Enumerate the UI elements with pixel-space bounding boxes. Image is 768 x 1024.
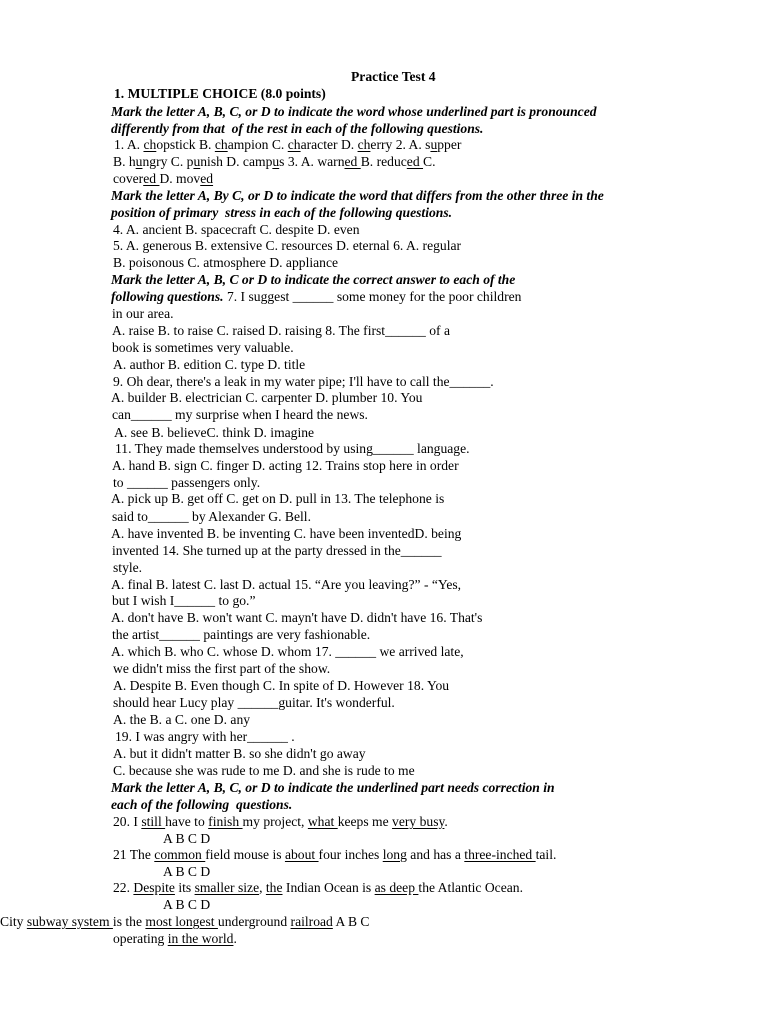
text-line — [112, 305, 174, 322]
text-segment: C. — [423, 154, 436, 169]
text-segment: A. don't have B. won't want C. mayn't have D. didn't have 16. That's — [111, 610, 483, 625]
text-line — [163, 896, 210, 913]
text-segment: A B C D — [163, 831, 211, 846]
text-segment: A. author B. edition C. type D. title — [113, 357, 306, 372]
text-segment: A. builder B. electrician C. carpenter D. plumber 10. You — [111, 390, 423, 405]
text-segment: A B C D — [163, 864, 211, 879]
text-line — [111, 389, 422, 406]
text-segment: following questions. — [111, 289, 224, 304]
underlined-segment: three-inched — [464, 847, 536, 862]
text-line — [115, 728, 295, 745]
text-line — [113, 356, 305, 373]
text-segment: 9. Oh dear, there's a leak in my water pipe; I'll have to call the______. — [113, 374, 494, 389]
underlined-segment: what — [307, 814, 338, 829]
underlined-segment: as deep — [374, 880, 419, 895]
underlined-segment: smaller size — [194, 880, 260, 895]
underlined-segment: ch — [214, 137, 228, 152]
text-segment: is the — [112, 914, 146, 929]
text-segment: ampion C. — [227, 137, 288, 152]
text-segment: A B C — [332, 914, 370, 929]
text-segment: 1. A. — [114, 137, 144, 152]
text-segment: position of primary stress in each of the following questions. — [111, 205, 453, 220]
underlined-segment: u — [193, 154, 201, 169]
text-segment: can______ my surprise when I heard the news. — [112, 407, 368, 422]
underlined-segment: long — [382, 847, 407, 862]
underlined-segment: ed — [200, 171, 214, 186]
underlined-segment: u — [135, 154, 143, 169]
text-line — [111, 779, 555, 796]
text-line — [111, 204, 452, 221]
text-segment: to ______ passengers only. — [113, 475, 261, 490]
text-segment: style. — [113, 560, 143, 575]
text-segment: nish D. camp — [200, 154, 273, 169]
text-line — [113, 373, 494, 390]
text-segment: each of the following questions. — [111, 797, 293, 812]
text-line — [113, 762, 415, 779]
underlined-segment: in the world — [167, 931, 234, 946]
underlined-segment: subway system — [26, 914, 113, 929]
text-line — [113, 711, 250, 728]
text-segment: opstick B. — [156, 137, 215, 152]
text-segment: we didn't miss the first part of the show. — [113, 661, 331, 676]
text-line — [114, 85, 326, 102]
text-line — [111, 609, 482, 626]
underlined-segment: finish — [208, 814, 243, 829]
text-segment: B. poisonous C. atmosphere D. appliance — [113, 255, 339, 270]
text-segment: 19. I was angry with her______ . — [115, 729, 295, 744]
text-segment: C. because she was rude to me D. and she is rude to me — [113, 763, 415, 778]
text-line — [112, 339, 294, 356]
text-line — [113, 221, 360, 238]
text-segment: 7. I suggest ______ some money for the poor children — [223, 289, 522, 304]
text-segment: A. Despite B. Even though C. In spite of D. However 18. You — [113, 678, 450, 693]
text-line — [113, 170, 213, 187]
underlined-segment: about — [284, 847, 319, 862]
text-segment: keeps me — [337, 814, 393, 829]
text-line — [112, 508, 311, 525]
text-line — [111, 490, 444, 507]
text-segment: operating — [113, 931, 168, 946]
text-segment: pper — [437, 137, 462, 152]
text-line — [113, 153, 436, 170]
text-segment: differently from that of the rest in each of the following questions. — [111, 121, 484, 136]
text-segment: A. pick up B. get off C. get on D. pull in 13. The telephone is — [111, 491, 445, 506]
text-line — [111, 796, 292, 813]
text-segment: Mark the letter A, By C, or D to indicate the word that differs from the other three in the — [111, 188, 604, 203]
text-segment: field mouse is — [205, 847, 285, 862]
underlined-segment: ed — [143, 171, 160, 186]
text-segment: Mark the letter A, B, C or D to indicate the correct answer to each of the — [111, 272, 516, 287]
text-segment: 21 The — [113, 847, 155, 862]
text-segment: B. reduc — [360, 154, 407, 169]
text-segment: A. the B. a C. one D. any — [113, 712, 251, 727]
underlined-segment: ch — [143, 137, 157, 152]
text-line — [113, 559, 142, 576]
underlined-segment: u — [272, 154, 280, 169]
text-line — [163, 830, 210, 847]
text-line — [112, 322, 450, 339]
text-segment: . — [444, 814, 448, 829]
text-line — [112, 406, 368, 423]
text-segment: A. final B. latest C. last D. actual 15. “Are you leaving?” - “Yes, — [111, 577, 462, 592]
text-line — [113, 237, 461, 254]
text-segment: B. h — [113, 154, 136, 169]
text-segment: 4. A. ancient B. spacecraft C. despite D. even — [113, 222, 360, 237]
text-line — [111, 271, 515, 288]
text-segment: A. have invented B. be inventing C. have been inventedD. being — [111, 526, 462, 541]
text-segment: ngry C. p — [142, 154, 194, 169]
text-segment: 20. I — [113, 814, 142, 829]
underlined-segment: still — [141, 814, 166, 829]
text-line — [113, 930, 237, 947]
text-line — [111, 525, 461, 542]
text-segment: . — [233, 931, 237, 946]
text-line — [111, 288, 521, 305]
text-segment: aracter D. — [300, 137, 358, 152]
underlined-segment: Despite — [133, 880, 175, 895]
text-segment: A. but it didn't matter B. so she didn't go away — [113, 746, 366, 761]
text-line — [0, 913, 369, 930]
underlined-segment: ch — [287, 137, 301, 152]
text-line — [113, 660, 330, 677]
text-line — [163, 863, 210, 880]
text-line — [113, 813, 448, 830]
text-segment: A. raise B. to raise C. raised D. raising 8. The first______ of a — [112, 323, 451, 338]
underlined-segment: common — [154, 847, 206, 862]
text-line — [111, 103, 597, 120]
underlined-segment: the — [265, 880, 283, 895]
text-line — [111, 576, 461, 593]
underlined-segment: very busy — [392, 814, 445, 829]
text-line — [114, 136, 461, 153]
underlined-segment: u — [430, 137, 438, 152]
text-line — [113, 254, 338, 271]
text-line — [111, 120, 483, 137]
text-segment: 1. MULTIPLE CHOICE (8.0 points) — [114, 86, 326, 101]
underlined-segment: ed — [406, 154, 424, 169]
text-segment: Mark the letter A, B, C, or D to indicate the underlined part needs correction in — [111, 780, 555, 795]
text-segment: invented 14. She turned up at the party dressed in the______ — [112, 543, 442, 558]
text-segment: tail. — [535, 847, 557, 862]
text-segment: s 3. A. warn — [279, 154, 345, 169]
text-segment: 5. A. generous B. extensive C. resources D. eternal 6. A. regular — [113, 238, 462, 253]
text-segment: and has a — [406, 847, 465, 862]
text-segment: Mark the letter A, B, C, or D to indicate the word whose underlined part is pronounced — [111, 104, 597, 119]
text-segment: cover — [113, 171, 144, 186]
text-segment: four inches — [318, 847, 383, 862]
text-line — [113, 694, 395, 711]
text-line — [114, 424, 314, 441]
text-segment: D. mov — [159, 171, 201, 186]
page-title: Practice Test 4 — [351, 69, 436, 84]
text-segment: City — [0, 914, 27, 929]
text-segment: my project, — [242, 814, 308, 829]
text-line — [111, 643, 464, 660]
text-segment: A. see B. believeC. think D. imagine — [114, 425, 315, 440]
underlined-segment: railroad — [290, 914, 333, 929]
text-segment: Indian Ocean is — [282, 880, 375, 895]
text-segment: have to — [165, 814, 209, 829]
text-segment: A. which B. who C. whose D. whom 17. ______ we arrived late, — [111, 644, 464, 659]
text-line — [111, 187, 604, 204]
text-segment: erry 2. A. s — [370, 137, 431, 152]
text-segment: A. hand B. sign C. finger D. acting 12. Trains stop here in order — [112, 458, 459, 473]
text-line — [113, 879, 523, 896]
underlined-segment: ed — [344, 154, 361, 169]
text-line — [112, 457, 459, 474]
text-line — [112, 592, 255, 609]
text-line — [113, 745, 366, 762]
text-segment: 11. They made themselves understood by using______ language. — [115, 441, 470, 456]
text-segment: said to______ by Alexander G. Bell. — [112, 509, 311, 524]
text-segment: but I wish I______ to go.” — [112, 593, 256, 608]
text-segment: should hear Lucy play ______guitar. It's wonderful. — [113, 695, 395, 710]
underlined-segment: most longest — [145, 914, 218, 929]
text-segment: in our area. — [112, 306, 174, 321]
text-segment: its — [174, 880, 195, 895]
text-segment: 22. — [113, 880, 134, 895]
text-segment: the artist______ paintings are very fashionable. — [112, 627, 371, 642]
text-segment: the Atlantic Ocean. — [418, 880, 523, 895]
text-line — [113, 474, 260, 491]
text-segment: underground — [217, 914, 291, 929]
underlined-segment: ch — [357, 137, 371, 152]
text-line — [113, 677, 449, 694]
text-segment: book is sometimes very valuable. — [112, 340, 294, 355]
text-line — [112, 626, 370, 643]
text-line — [113, 846, 556, 863]
text-segment: , — [259, 880, 266, 895]
text-line — [112, 542, 442, 559]
text-segment: A B C D — [163, 897, 211, 912]
text-line — [115, 440, 470, 457]
